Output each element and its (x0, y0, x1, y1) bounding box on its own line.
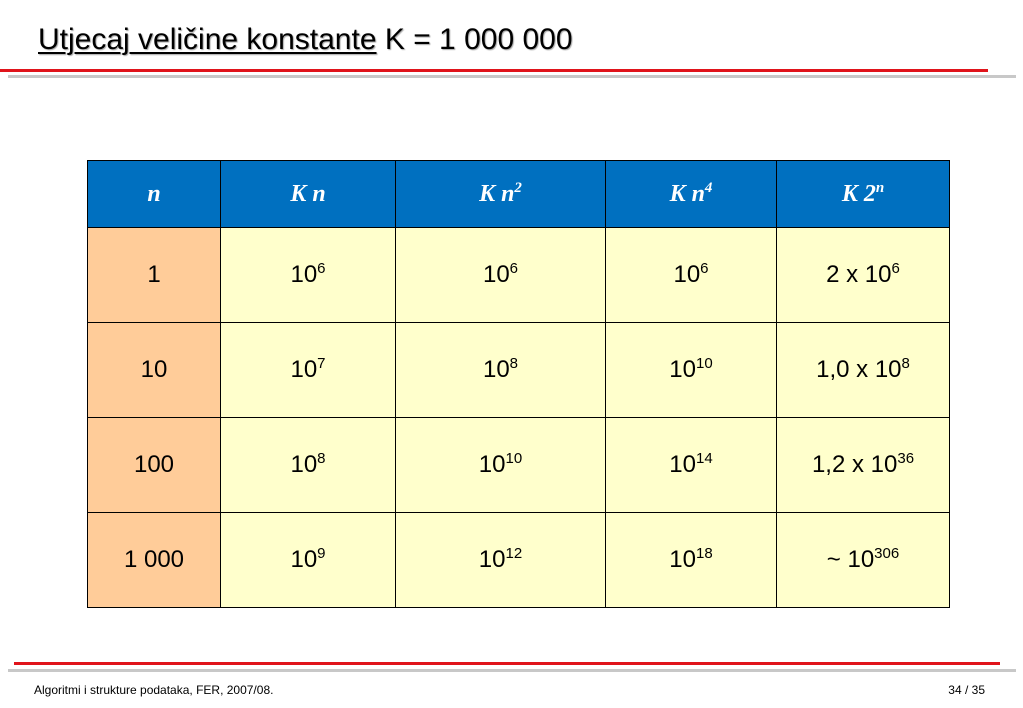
value-cell (221, 323, 396, 418)
value-base: 10 (478, 546, 506, 573)
header-divider-gray (8, 75, 1016, 78)
header-cell (396, 161, 606, 228)
footer-divider-red (14, 662, 1000, 665)
n-cell: 10 (88, 323, 221, 418)
value-cell (777, 418, 950, 513)
value-exponent: 6 (891, 260, 900, 277)
slide-title-rest: K = 1 000 000 (376, 23, 573, 56)
value-base: 10 (290, 451, 318, 478)
value-base: 10 (482, 261, 510, 288)
value-base: 10 (290, 261, 318, 288)
header-cell (221, 161, 396, 228)
table-row (88, 418, 950, 513)
header-sup: n (875, 179, 885, 196)
value-exponent: 8 (317, 450, 326, 467)
value-base: 10 (290, 356, 318, 383)
n-cell: 1 000 (88, 513, 221, 608)
header-divider-red (0, 69, 988, 72)
value-exponent: 8 (509, 355, 519, 372)
header-base: n (147, 180, 161, 207)
header-base: K n (290, 180, 326, 207)
slide-title-main: Utjecaj veličine konstante (38, 23, 377, 56)
value-cell (221, 228, 396, 323)
value-cell (606, 418, 777, 513)
value-exponent: 36 (897, 450, 915, 467)
value-exponent: 18 (696, 545, 713, 562)
header-cell (606, 161, 777, 228)
footer-course-label: Algoritmi i strukture podataka, FER, 2007/08. (34, 683, 274, 697)
header-cell (88, 161, 221, 228)
value-base: 1,0 x 10 (816, 356, 902, 383)
slide-title (38, 20, 573, 60)
table-row (88, 228, 950, 323)
value-cell (221, 418, 396, 513)
header-base: K 2 (841, 180, 876, 207)
value-base: 10 (669, 546, 696, 573)
value-cell (396, 418, 606, 513)
value-exponent: 7 (317, 355, 326, 372)
value-base: 10 (478, 451, 506, 478)
value-exponent: 9 (317, 545, 326, 562)
header-sup: 2 (514, 179, 522, 196)
value-exponent: 12 (505, 545, 523, 562)
value-cell (777, 323, 950, 418)
value-exponent: 10 (696, 355, 713, 372)
value-cell (396, 228, 606, 323)
table-row (88, 323, 950, 418)
value-exponent: 10 (505, 450, 523, 467)
value-base: 10 (669, 356, 696, 383)
value-cell (777, 228, 950, 323)
header-base: K n (669, 180, 705, 207)
value-base: 1,2 x 10 (811, 451, 898, 478)
value-cell (606, 228, 777, 323)
header-cell (777, 161, 950, 228)
value-base: 10 (669, 451, 696, 478)
value-cell (606, 513, 777, 608)
value-exponent: 6 (700, 260, 709, 277)
value-exponent: 8 (901, 355, 910, 372)
n-cell: 1 (88, 228, 221, 323)
footer-page-number: 34 / 35 (948, 683, 985, 697)
table-header-row (88, 161, 950, 228)
header-sup: 4 (704, 179, 713, 196)
value-cell (221, 513, 396, 608)
value-exponent: 306 (874, 545, 900, 562)
footer-divider-gray (8, 669, 1016, 672)
n-cell: 100 (88, 418, 221, 513)
value-base: ~ 10 (826, 546, 875, 573)
value-base: 2 x 10 (826, 261, 892, 288)
header-base: K n (479, 180, 515, 207)
value-cell (777, 513, 950, 608)
value-base: 10 (673, 261, 701, 288)
table-row (88, 513, 950, 608)
value-cell (606, 323, 777, 418)
value-exponent: 14 (696, 450, 713, 467)
value-exponent: 6 (509, 260, 519, 277)
value-cell (396, 513, 606, 608)
constant-comparison-table (87, 160, 950, 608)
value-cell (396, 323, 606, 418)
value-exponent: 6 (317, 260, 326, 277)
value-base: 10 (290, 546, 318, 573)
value-base: 10 (482, 356, 510, 383)
